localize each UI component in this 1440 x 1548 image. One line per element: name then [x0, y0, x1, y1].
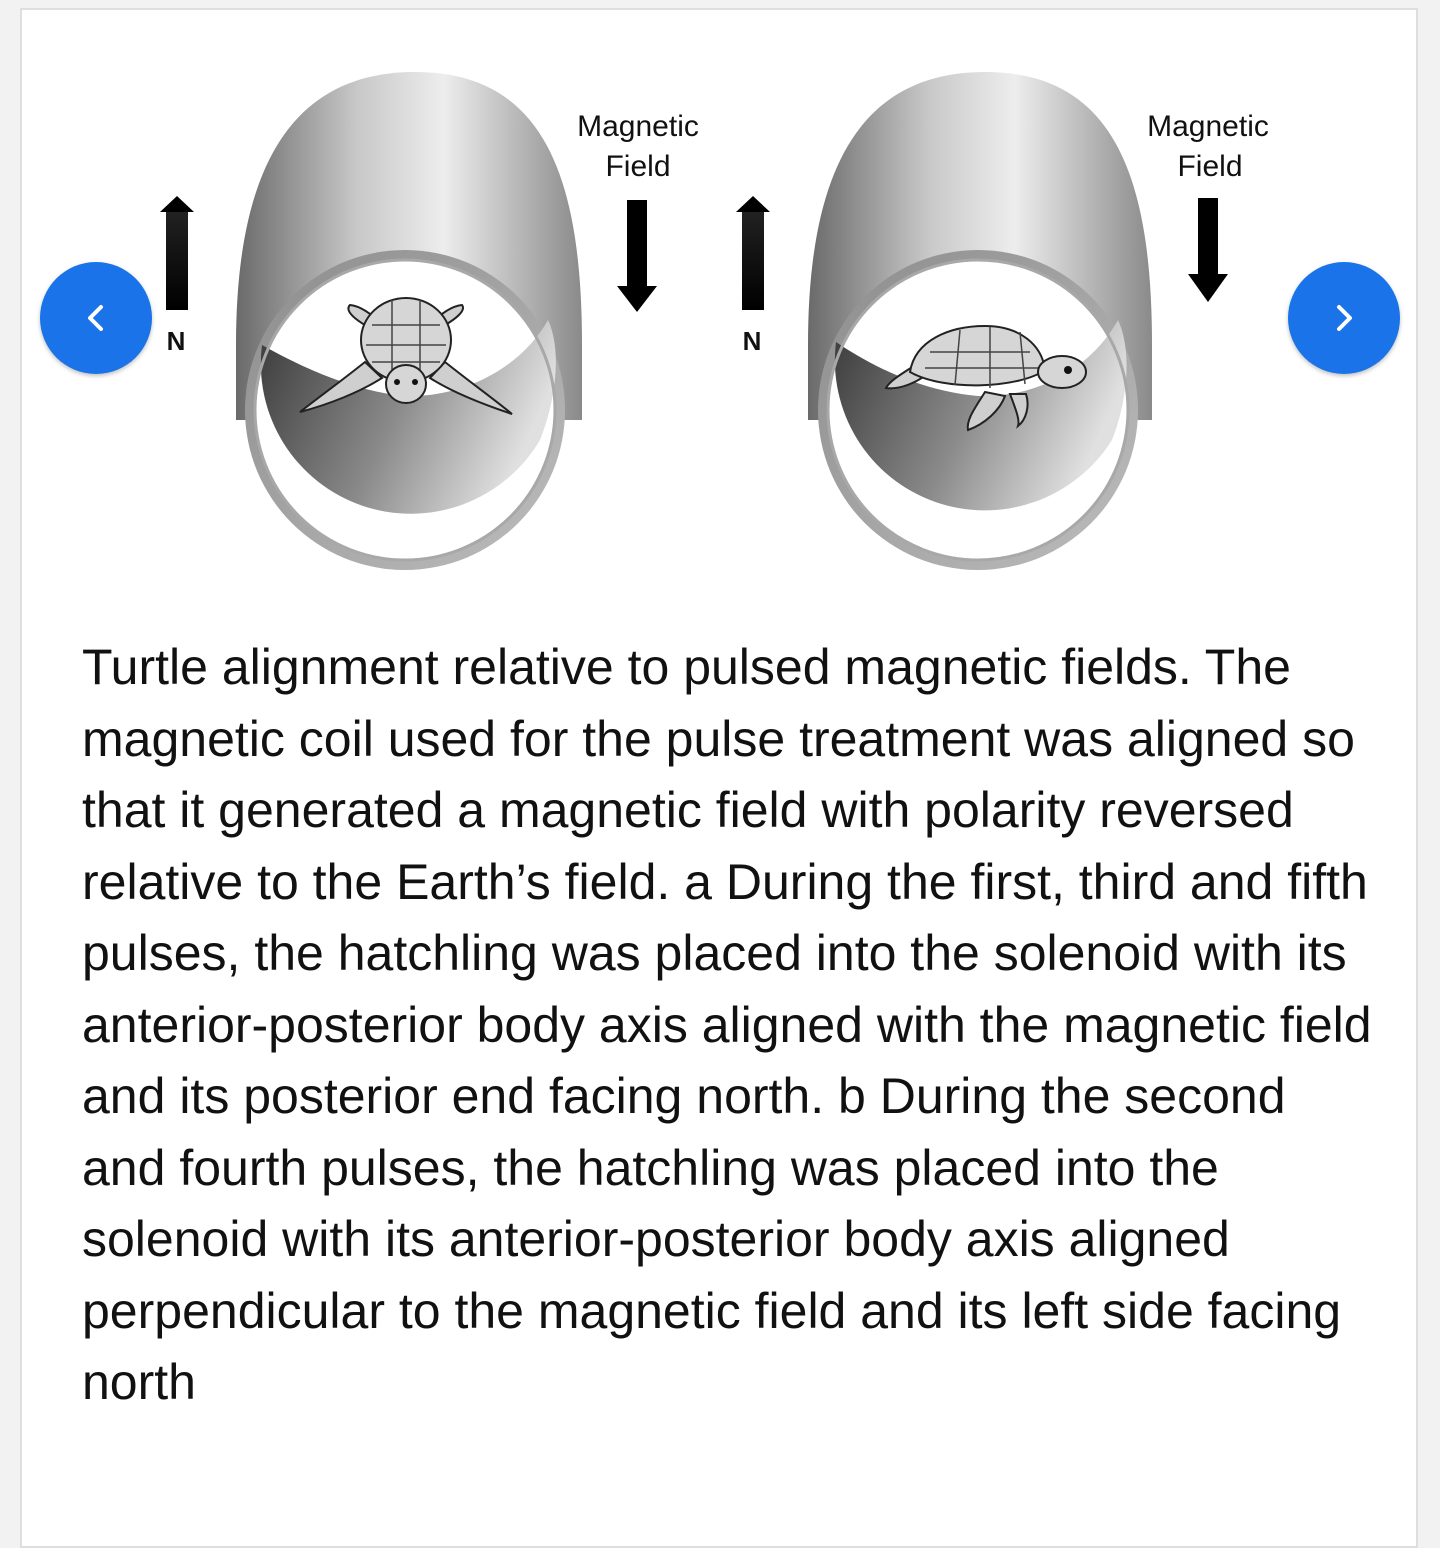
north-arrow-icon — [160, 196, 194, 310]
north-label: N — [166, 326, 186, 356]
north-arrow-icon — [736, 196, 770, 310]
chevron-left-icon — [76, 298, 116, 338]
previous-image-button[interactable] — [40, 262, 152, 374]
field-label: Field — [605, 150, 671, 183]
figure-caption: Turtle alignment relative to pulsed magnetic fields. The magnetic coil used for the pulse treatment was aligned so that it generated a magnetic field with polarity reversed relative to the Earth’s field. a During the first, third and fifth pulses, the hatchling was placed into the solenoid with its anterior-posterior body axis aligned with the magnetic field and its posterior end facing north. b During the second and fourth pulses, the hatchling was placed into the solenoid with its anterior-posterior body axis aligned perpendicular to the magnetic field and its left side facing north — [82, 639, 1372, 1410]
solenoid-coil — [808, 72, 1152, 570]
field-arrow-down-icon — [1188, 198, 1228, 302]
field-label: Magnetic — [577, 110, 699, 143]
turtle-coil-figure — [0, 0, 1440, 600]
field-label: Magnetic — [1147, 110, 1269, 143]
field-label: Field — [1177, 150, 1243, 183]
panel-a — [160, 72, 699, 570]
panel-b — [736, 72, 1269, 570]
north-label: N — [742, 326, 762, 356]
next-image-button[interactable] — [1288, 262, 1400, 374]
chevron-right-icon — [1324, 298, 1364, 338]
field-arrow-down-icon — [617, 200, 657, 312]
